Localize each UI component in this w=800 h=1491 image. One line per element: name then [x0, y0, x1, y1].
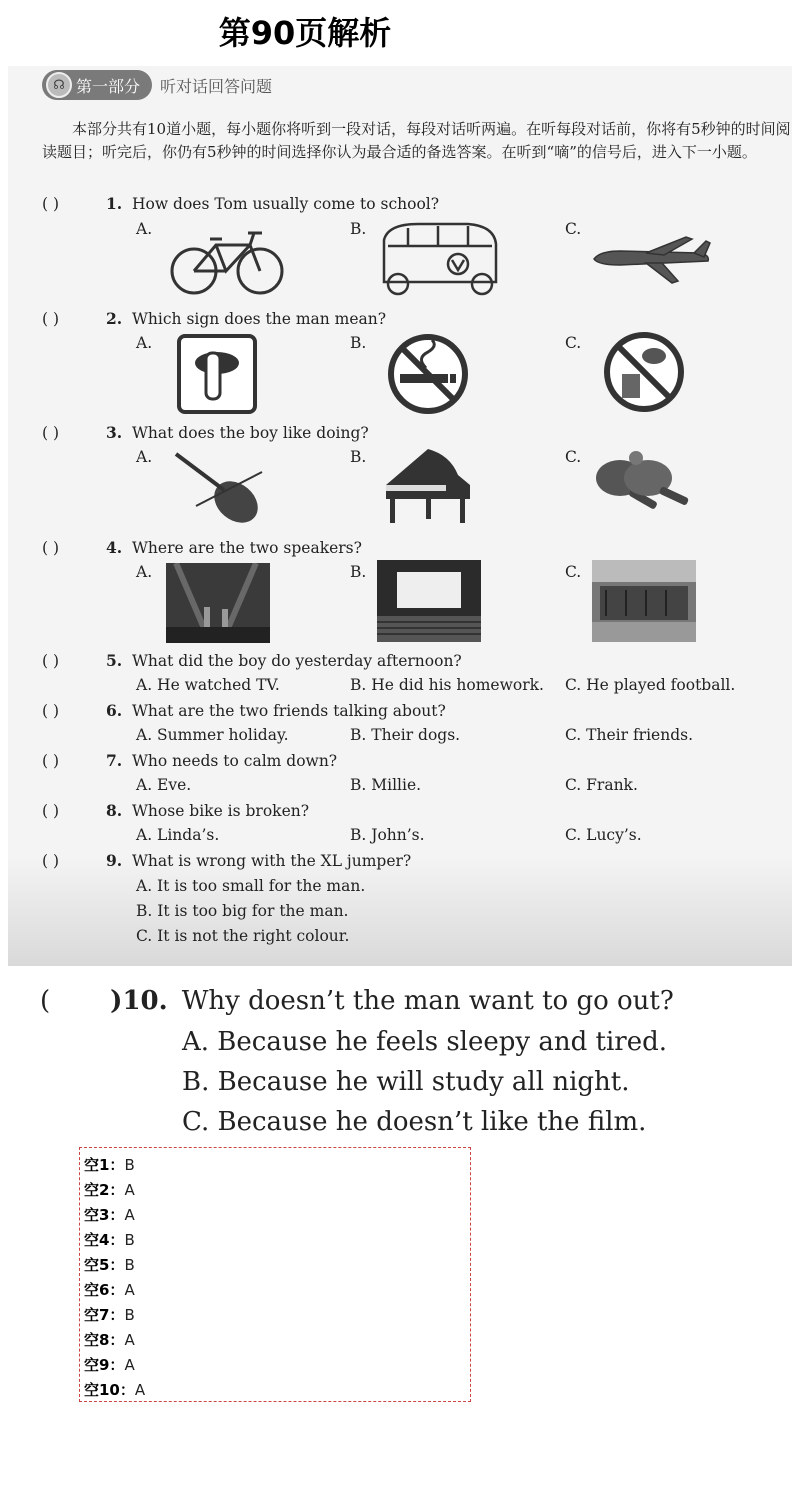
- q6-option-a: A. Summer holiday.: [136, 726, 289, 744]
- q3-option-a: A.: [136, 448, 153, 466]
- answer-row: 空8：A: [84, 1331, 135, 1349]
- question-2: ( ) 2. Which sign does the man mean?: [42, 309, 387, 328]
- bicycle-icon: [166, 225, 288, 297]
- answer-row: 空2：A: [84, 1181, 135, 1199]
- no-smoking-sign-icon: [386, 332, 470, 416]
- question-1: ( ) 1. How does Tom usually come to school?: [42, 194, 440, 213]
- answer-row: 空4：B: [84, 1231, 135, 1249]
- answer-row: 空3：A: [84, 1206, 135, 1224]
- answer-key: [79, 1147, 471, 1402]
- q2-option-a: A.: [136, 334, 153, 352]
- no-food-sign-icon: [602, 330, 686, 414]
- q1-option-c: C.: [565, 220, 582, 238]
- question-6: ( ) 6. What are the two friends talking about?: [42, 701, 446, 720]
- q2-option-b: B.: [350, 334, 367, 352]
- concert-photo: [166, 563, 270, 643]
- plane-icon: [590, 235, 714, 287]
- question-8: ( ) 8. Whose bike is broken?: [42, 801, 310, 820]
- q3-option-b: B.: [350, 448, 367, 466]
- piano-icon: [380, 445, 476, 527]
- answer-row: 空10：A: [84, 1381, 146, 1399]
- section-instructions: 本部分共有10道小题，每小题你将听到一段对话，每段对话听两遍。在听每段对话前，你将有5秒钟的时间阅读题目；听完后，你仍有5秒钟的时间选择你认为最合适的备选答案。在听到“嘀”的信号后，进入下一小题。: [42, 120, 791, 161]
- question-5: ( ) 5. What did the boy do yesterday afternoon?: [42, 651, 462, 670]
- question-7: ( ) 7. Who needs to calm down?: [42, 751, 338, 770]
- q10-option-c: C. Because he doesn’t like the film.: [182, 1107, 647, 1137]
- bus-icon: [378, 220, 500, 298]
- section-banner: [42, 70, 272, 100]
- q1-option-b: B.: [350, 220, 367, 238]
- answer-row: 空5：B: [84, 1256, 135, 1274]
- question-10: ( )10. Why doesn’t the man want to go out?: [40, 986, 674, 1016]
- silence-sign-icon: [176, 333, 258, 415]
- q4-option-c: C.: [565, 563, 582, 581]
- page-title: 第90页解析: [218, 14, 392, 52]
- q5-option-c: C. He played football.: [565, 676, 736, 694]
- question-9: ( ) 9. What is wrong with the XL jumper?: [42, 851, 412, 870]
- restaurant-photo: [592, 560, 696, 642]
- q7-option-a: A. Eve.: [136, 776, 192, 794]
- q5-option-a: A. He watched TV.: [136, 676, 280, 694]
- q4-option-b: B.: [350, 563, 367, 581]
- answer-row: 空7：B: [84, 1306, 135, 1324]
- q4-option-a: A.: [136, 563, 153, 581]
- q6-option-b: B. Their dogs.: [350, 726, 461, 744]
- section-label: 第一部分: [76, 76, 141, 96]
- q9-option-c: C. It is not the right colour.: [136, 927, 350, 945]
- q8-option-a: A. Linda’s.: [136, 826, 220, 844]
- q7-option-b: B. Millie.: [350, 776, 422, 794]
- q1-option-a: A.: [136, 220, 153, 238]
- q10-option-b: B. Because he will study all night.: [182, 1067, 630, 1097]
- q2-option-c: C.: [565, 334, 582, 352]
- q8-option-c: C. Lucy’s.: [565, 826, 642, 844]
- violin-icon: [166, 448, 270, 530]
- q5-option-b: B. He did his homework.: [350, 676, 544, 694]
- q3-option-c: C.: [565, 448, 582, 466]
- question-3: ( ) 3. What does the boy like doing?: [42, 423, 369, 442]
- answer-row: 空9：A: [84, 1356, 135, 1374]
- q9-option-b: B. It is too big for the man.: [136, 902, 349, 920]
- answer-row: 空6：A: [84, 1281, 135, 1299]
- q6-option-c: C. Their friends.: [565, 726, 694, 744]
- ping-pong-icon: [592, 448, 696, 520]
- q10-option-a: A. Because he feels sleepy and tired.: [182, 1027, 667, 1057]
- question-4: ( ) 4. Where are the two speakers?: [42, 538, 362, 557]
- section-subtitle: 听对话回答问题: [160, 76, 273, 96]
- cinema-photo: [377, 560, 481, 642]
- headphones-icon: ☊: [46, 72, 72, 98]
- q8-option-b: B. John’s.: [350, 826, 425, 844]
- answer-row: 空1：B: [84, 1156, 135, 1174]
- q9-option-a: A. It is too small for the man.: [136, 877, 366, 895]
- q7-option-c: C. Frank.: [565, 776, 638, 794]
